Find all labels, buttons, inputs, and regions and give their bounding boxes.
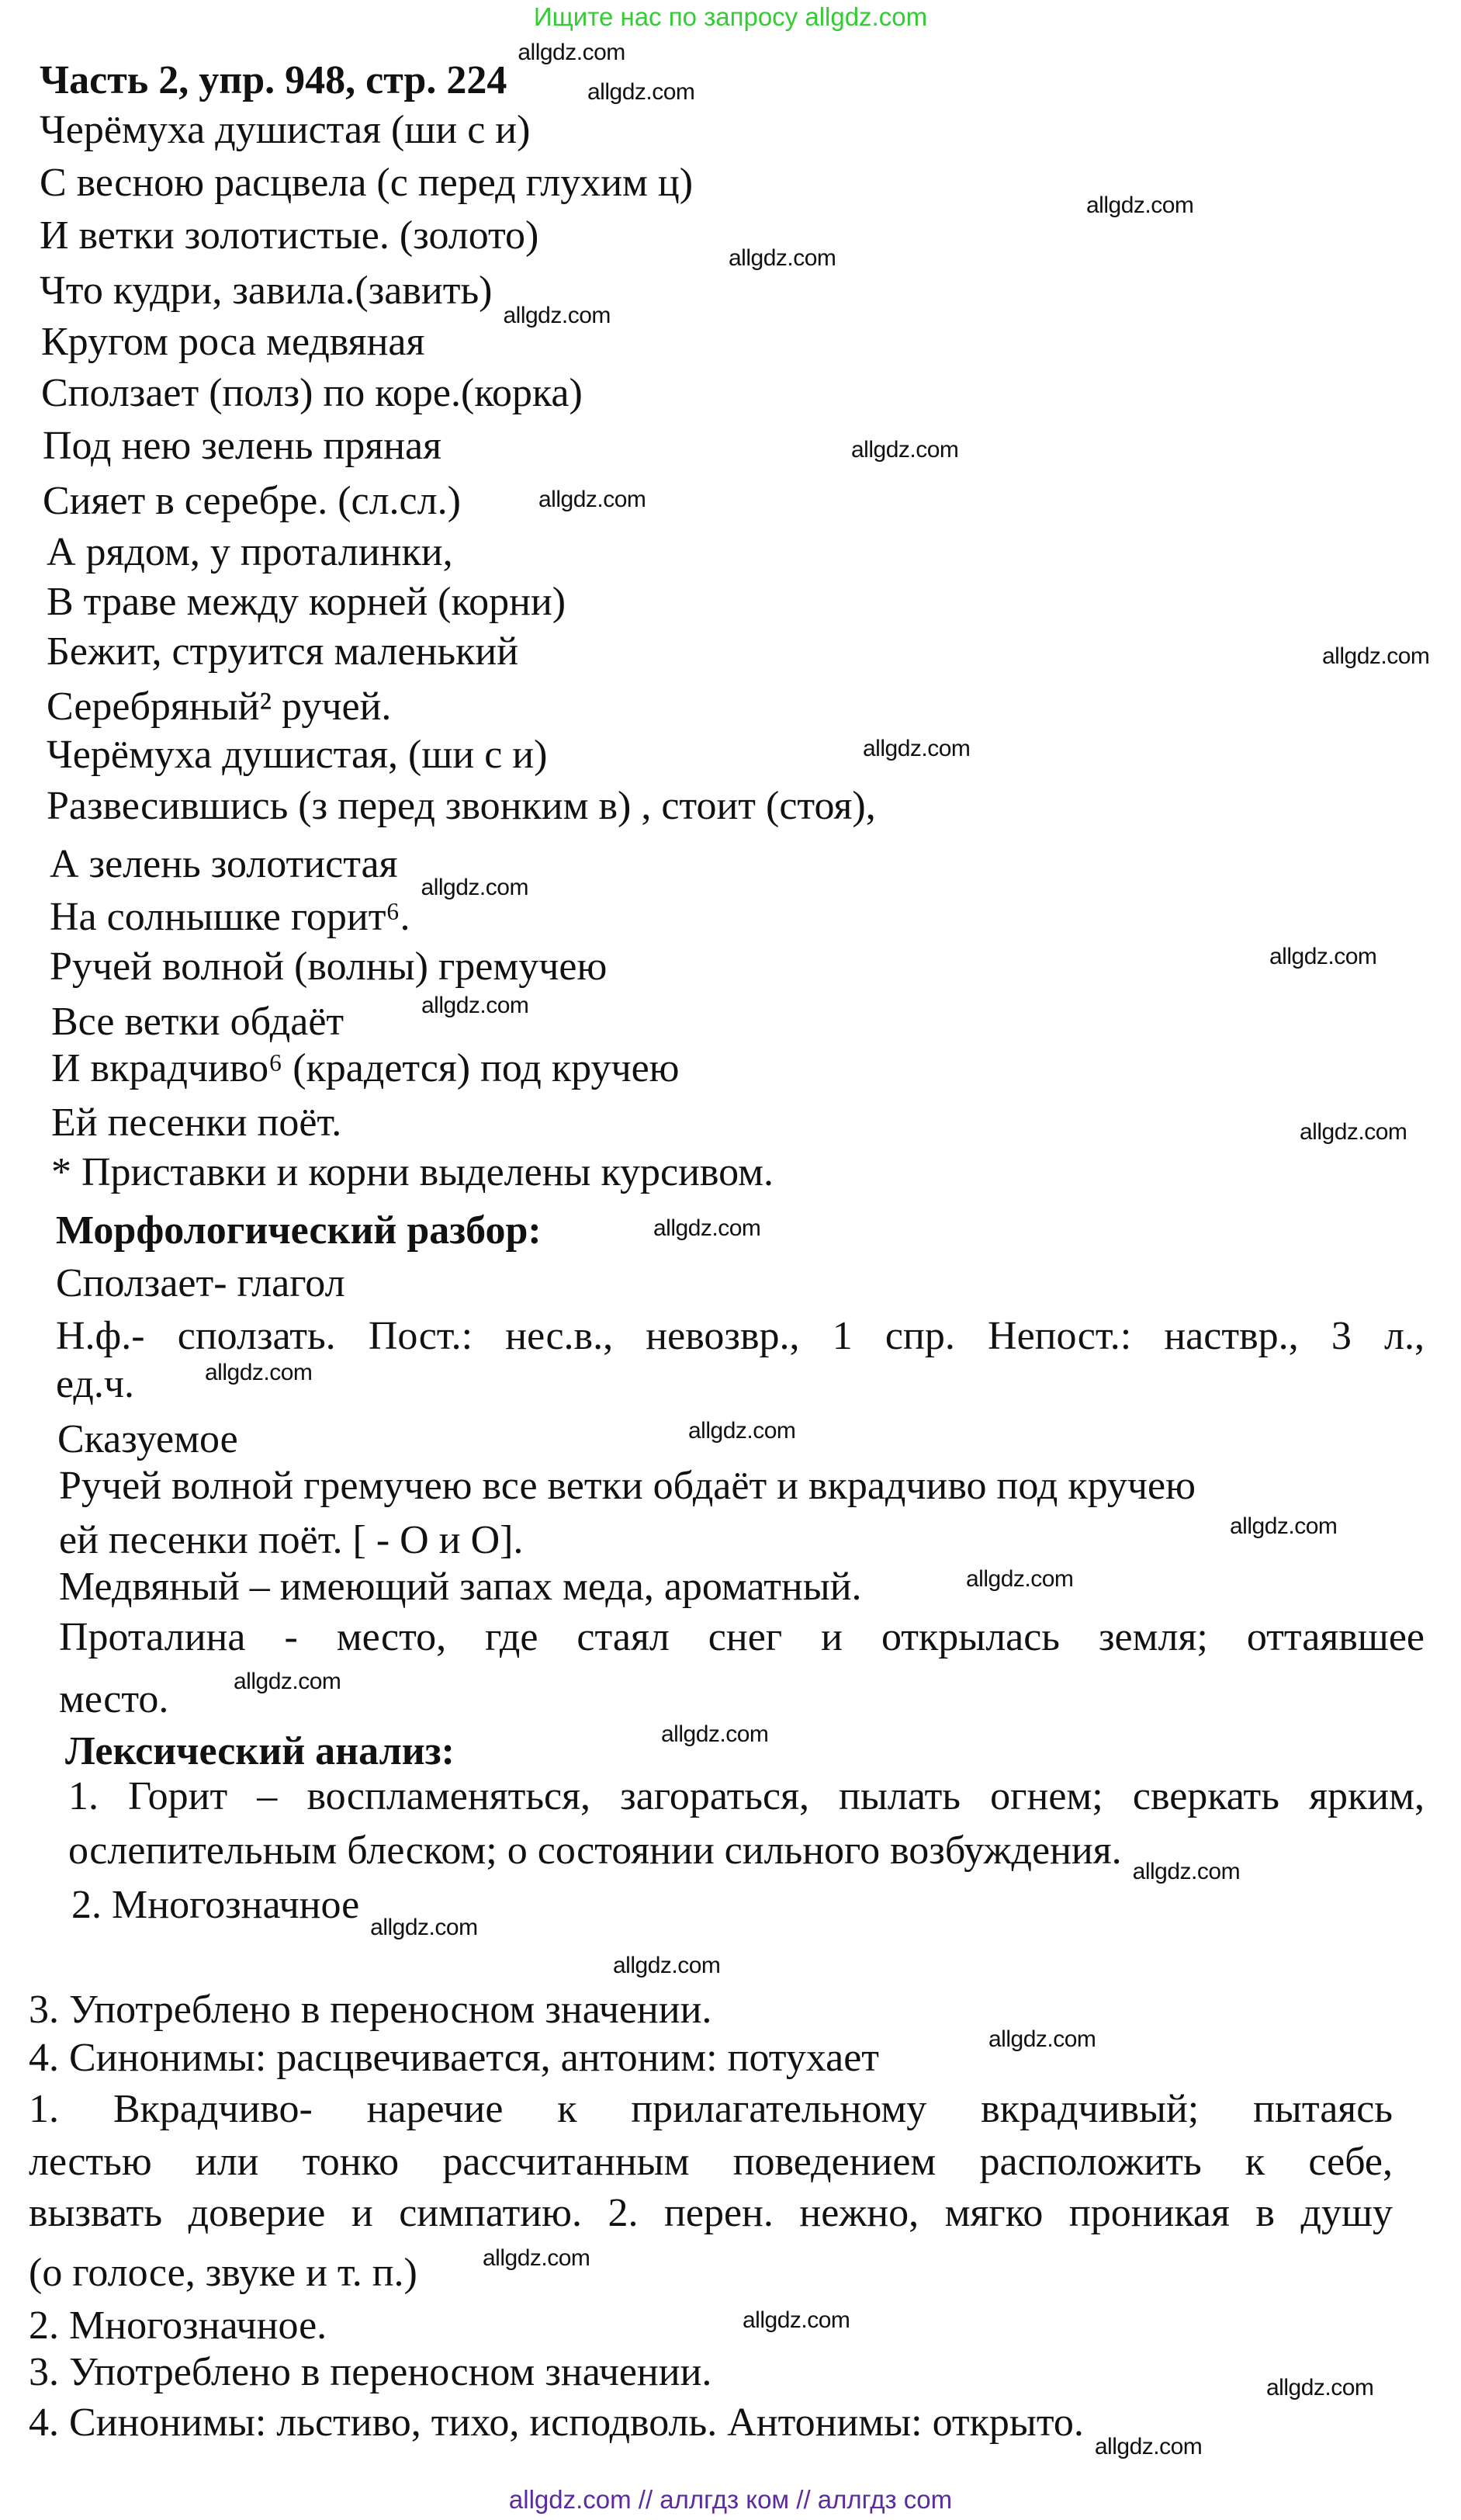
text-line: Бежит, струится маленький: [47, 629, 519, 674]
text-line: Серебряный² ручей.: [47, 685, 392, 729]
text-line: 1. Вкрадчиво- наречие к прилагательному вкрадчивый; пытаясь: [29, 2088, 1393, 2131]
watermark: allgdz.com: [863, 736, 971, 761]
text-line: А рядом, у проталинки,: [47, 530, 453, 574]
watermark: allgdz.com: [988, 2026, 1096, 2052]
text-line: ослепительным блеском; о состоянии сильного возбуждения.: [68, 1828, 1122, 1873]
watermark: allgdz.com: [653, 1215, 761, 1241]
text-line: Ручей волной (волны) гремучею: [50, 945, 608, 989]
watermark: allgdz.com: [370, 1915, 478, 1940]
watermark: allgdz.com: [421, 993, 529, 1018]
text-line: место.: [59, 1677, 169, 1721]
text-line: 3. Употреблено в переносном значении.: [29, 2350, 712, 2394]
text-line: И ветки золотистые. (золото): [40, 213, 539, 258]
text-line: ед.ч.: [56, 1362, 135, 1406]
watermark: allgdz.com: [205, 1360, 313, 1385]
text-line: (о голосе, звуке и т. п.): [29, 2251, 417, 2295]
text-line: лестью или тонко рассчитанным поведением расположить к себе,: [29, 2140, 1393, 2184]
watermark: allgdz.com: [483, 2245, 590, 2271]
text-line: Медвяный – имеющий запах меда, ароматный.: [59, 1565, 862, 1609]
watermark: allgdz.com: [851, 437, 959, 463]
text-line: В траве между корней (корни): [47, 580, 566, 624]
text-line: Развесившись (з перед звонким в) , стоит (стоя),: [47, 784, 876, 828]
watermark: allgdz.com: [1086, 192, 1194, 218]
watermark: allgdz.com: [1230, 1513, 1338, 1539]
watermark: allgdz.com: [518, 40, 625, 65]
watermark: allgdz.com: [743, 2307, 850, 2333]
text-line: С весною расцвела (с перед глухим ц): [40, 161, 694, 205]
text-line: вызвать доверие и симпатию. 2. перен. нежно, мягко проникая в душу: [29, 2192, 1393, 2235]
text-line: 2. Многозначное: [71, 1883, 360, 1927]
text-line: Ей песенки поёт.: [51, 1101, 342, 1145]
watermark: allgdz.com: [538, 487, 646, 512]
text-line: А зелень золотистая: [50, 842, 398, 886]
text-line: Сползает- глагол: [56, 1261, 345, 1305]
watermark: allgdz.com: [1300, 1119, 1407, 1145]
text-line: 1. Горит – воспламеняться, загораться, пылать огнем; сверкать ярким,: [68, 1775, 1425, 1818]
text-line: Проталина - место, где стаял снег и открылась земля; оттаявшее: [59, 1616, 1425, 1659]
section-heading: Морфологический разбор:: [56, 1208, 542, 1253]
text-line: Все ветки обдаёт: [51, 1000, 344, 1044]
watermark: allgdz.com: [1132, 1859, 1241, 1884]
text-line: Н.ф.- сползать. Пост.: нес.в., невозвр., 1 спр. Непост.: наствр., 3 л.,: [56, 1315, 1425, 1358]
text-line: Кругом роса медвяная: [41, 320, 425, 364]
text-line: 4. Синонимы: расцвечивается, антоним: потухает: [29, 2036, 880, 2080]
watermark: allgdz.com: [503, 303, 611, 328]
section-heading: Часть 2, упр. 948, стр. 224: [40, 58, 507, 102]
text-line: Сползает (полз) по коре.(корка): [41, 371, 583, 415]
watermark: allgdz.com: [1266, 2375, 1374, 2400]
text-line: На солнышке горит⁶.: [50, 895, 410, 939]
watermark: allgdz.com: [234, 1669, 341, 1694]
text-line: * Приставки и корни выделены курсивом.: [51, 1150, 774, 1194]
watermark: allgdz.com: [1269, 944, 1377, 969]
watermark: allgdz.com: [587, 79, 695, 105]
text-line: Черёмуха душистая (ши с и): [40, 108, 531, 152]
watermark: allgdz.com: [688, 1418, 796, 1444]
watermark: allgdz.com: [421, 875, 528, 900]
watermark: allgdz.com: [1322, 643, 1430, 669]
watermark: allgdz.com: [966, 1566, 1074, 1592]
text-line: Что кудри, завила.(завить): [40, 269, 493, 313]
search-banner[interactable]: Ищите нас по запросу allgdz.com: [533, 2, 928, 31]
watermark: allgdz.com: [661, 1721, 769, 1747]
watermark: allgdz.com: [729, 245, 836, 271]
section-heading: Лексический анализ:: [65, 1729, 455, 1773]
text-line: И вкрадчиво⁶ (крадется) под кручею: [51, 1046, 680, 1090]
text-line: Черёмуха душистая, (ши с и): [47, 733, 548, 777]
text-line: Под нею зелень пряная: [43, 424, 442, 468]
text-line: 2. Многозначное.: [29, 2303, 327, 2348]
text-line: Ручей волной гремучею все ветки обдаёт и вкрадчиво под кручею: [59, 1464, 1196, 1508]
text-line: ей песенки поёт. [ - О и О].: [59, 1518, 524, 1562]
text-line: Сказуемое: [57, 1417, 238, 1461]
watermark: allgdz.com: [613, 1953, 721, 1978]
watermark: allgdz.com: [1094, 2434, 1203, 2459]
text-line: 3. Употреблено в переносном значении.: [29, 1988, 712, 2032]
footer-links[interactable]: allgdz.com // аллгдз ком // аллгдз com: [508, 2485, 953, 2514]
text-line: Сияет в серебре. (сл.сл.): [43, 479, 461, 523]
text-line: 4. Синонимы: льстиво, тихо, исподволь. Антонимы: открыто.: [29, 2400, 1084, 2445]
